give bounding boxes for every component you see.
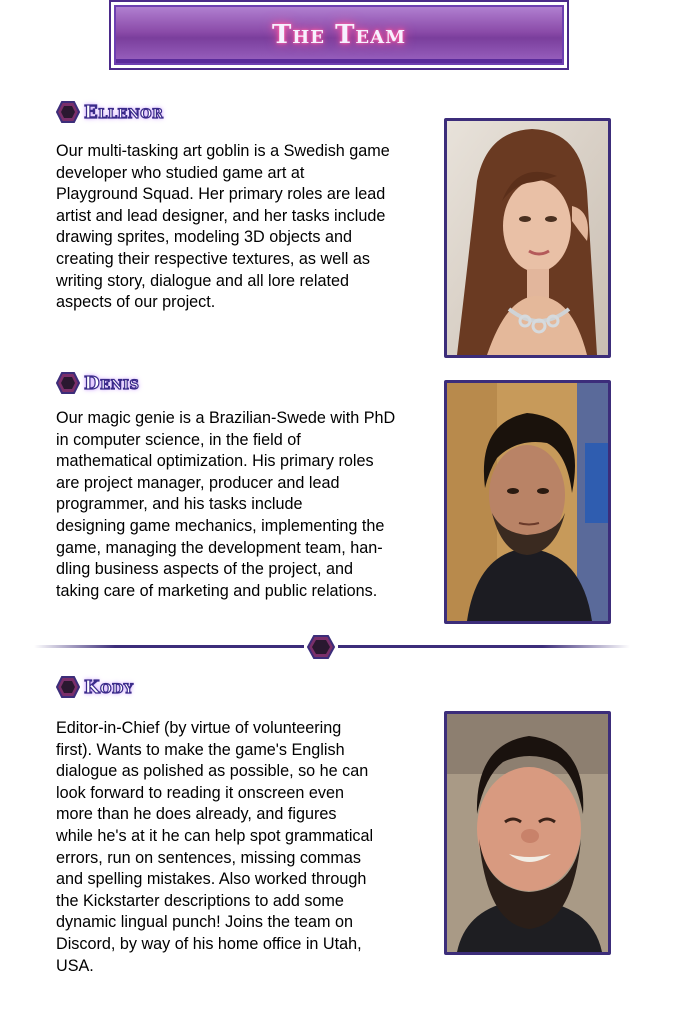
member-name: Denis <box>84 372 140 394</box>
bio-line: Our multi-tasking art goblin is a Swedish game <box>56 142 390 160</box>
page-title: The Team <box>271 20 407 50</box>
bio-line: more than he does already, and figures <box>56 805 337 824</box>
bio-line: artist and lead designer, and her tasks include <box>56 206 386 225</box>
bio-line: and spelling mistakes. Also worked through <box>56 870 367 889</box>
bio-line: designing game mechanics, implementing the <box>56 516 385 535</box>
bio-line: Our magic genie is a Brazilian-Swede with PhD <box>56 409 396 427</box>
bio-line: game, managing the development team, han- <box>56 538 383 557</box>
hexagon-gem-icon <box>308 636 334 658</box>
member-photo-ellenor <box>444 118 611 358</box>
member-header-ellenor <box>56 101 163 123</box>
team-banner-inner <box>114 5 564 65</box>
member-header-denis <box>56 372 139 394</box>
bio-line: are project manager, producer and lead <box>56 473 340 492</box>
bio-line: dynamic lingual punch! Joins the team on <box>56 913 353 932</box>
hexagon-gem-icon <box>56 372 80 394</box>
hexagon-gem-icon <box>56 101 80 123</box>
member-photo-denis <box>444 380 611 624</box>
bio-line: creating their respective textures, as well as <box>56 249 370 268</box>
bio-line: drawing sprites, modeling 3D objects and <box>56 228 353 247</box>
member-bio-denis <box>56 408 395 602</box>
bio-line: developer who studied game art at <box>56 163 305 182</box>
bio-line: programmer, and his tasks include <box>56 495 303 514</box>
bio-line: mathematical optimization. His primary roles <box>56 452 374 471</box>
bio-line: the Kickstarter descriptions to add some <box>56 891 344 910</box>
portrait-image <box>447 714 608 952</box>
bio-line: while he's at it he can help spot grammatical <box>56 826 374 845</box>
bio-line: aspects of our project. <box>56 293 216 312</box>
member-name: Kody <box>84 676 134 698</box>
bio-line: dling business aspects of the project, and <box>56 560 353 579</box>
bio-line: USA. <box>56 956 94 975</box>
team-banner <box>109 0 569 70</box>
member-name: Ellenor <box>84 101 164 123</box>
bio-line: writing story, dialogue and all lore related <box>56 271 350 290</box>
section-divider <box>34 634 630 660</box>
bio-line: taking care of marketing and public relations. <box>56 581 378 600</box>
hexagon-gem-icon <box>56 676 80 698</box>
bio-line: Playground Squad. Her primary roles are lead <box>56 185 386 204</box>
member-photo-kody <box>444 711 611 955</box>
member-bio-ellenor <box>56 141 390 314</box>
member-bio-kody <box>56 718 373 977</box>
member-header-kody <box>56 676 134 698</box>
bio-line: in computer science, in the field of <box>56 430 301 449</box>
bio-line: Discord, by way of his home office in Utah, <box>56 934 362 953</box>
bio-line: errors, run on sentences, missing commas <box>56 848 361 867</box>
bio-line: Editor-in-Chief (by virtue of volunteering <box>56 719 342 737</box>
portrait-image <box>447 121 608 355</box>
portrait-image <box>447 383 608 621</box>
bio-line: dialogue as polished as possible, so he can <box>56 762 369 781</box>
bio-line: look forward to reading it onscreen even <box>56 783 344 802</box>
bio-line: first). Wants to make the game's English <box>56 740 345 759</box>
